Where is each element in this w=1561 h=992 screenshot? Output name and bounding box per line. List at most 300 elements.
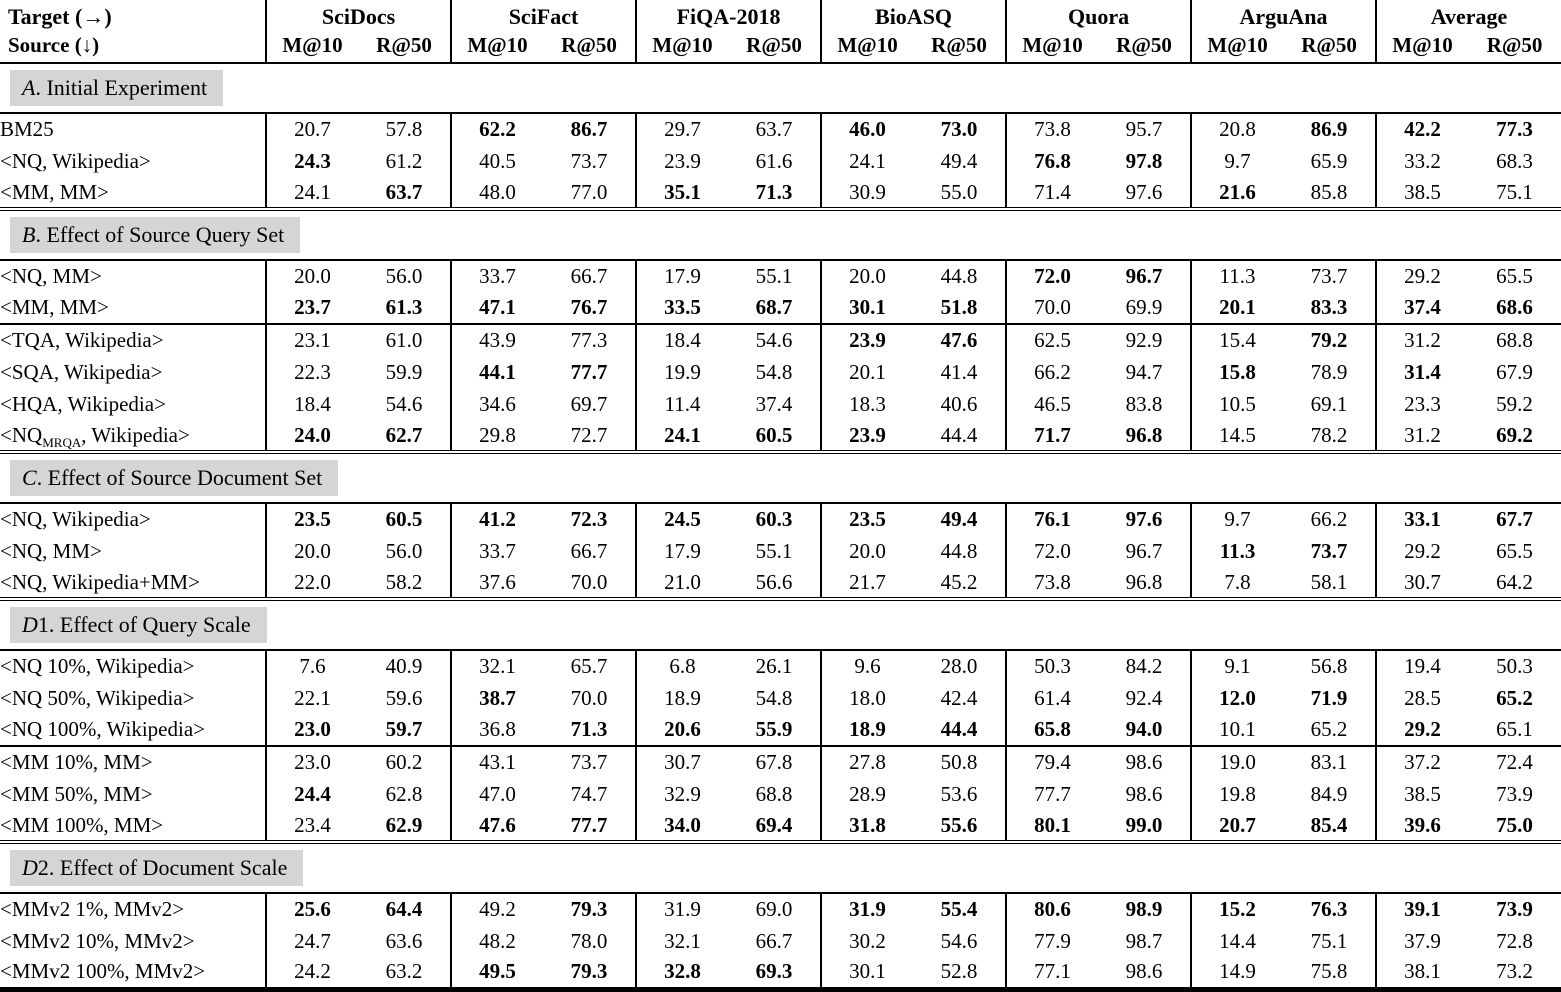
data-cell: 77.7 bbox=[570, 812, 608, 837]
data-cell: 18.4 bbox=[266, 388, 358, 420]
data-cell: 64.2 bbox=[1496, 569, 1533, 594]
data-cell: 17.9 bbox=[636, 535, 728, 567]
table-section bbox=[0, 842, 1561, 989]
data-cell: 7.8 bbox=[1191, 567, 1283, 599]
data-cell: 73.0 bbox=[940, 117, 978, 141]
data-cell: 58.2 bbox=[385, 569, 423, 594]
data-cell: 14.5 bbox=[1191, 420, 1283, 452]
data-cell: 54.6 bbox=[728, 324, 821, 356]
data-cell: 73.7 bbox=[543, 746, 636, 778]
data-cell: 37.2 bbox=[1376, 746, 1468, 778]
data-cell: 73.7 bbox=[1310, 538, 1348, 563]
data-cell: 19.8 bbox=[1191, 778, 1283, 810]
data-cell: 77.9 bbox=[1006, 925, 1098, 957]
data-cell: 15.4 bbox=[1191, 324, 1283, 356]
metric-subheader: M@10 bbox=[636, 31, 728, 63]
data-cell: 65.1 bbox=[1496, 717, 1533, 741]
row-label: <NQ 10%, Wikipedia> bbox=[0, 654, 195, 678]
data-cell: 23.0 bbox=[266, 714, 358, 746]
table-row bbox=[0, 388, 1561, 420]
metric-subheader: R@50 bbox=[358, 31, 451, 63]
section-header-row bbox=[0, 452, 1561, 503]
data-cell: 77.3 bbox=[543, 324, 636, 356]
section-title: C. Effect of Source Document Set bbox=[10, 460, 338, 496]
data-cell: 71.9 bbox=[1310, 685, 1348, 710]
data-cell: 67.8 bbox=[728, 746, 821, 778]
data-cell: 98.6 bbox=[1125, 959, 1163, 984]
data-cell: 22.3 bbox=[266, 356, 358, 388]
column-group-quora: Quora bbox=[1006, 0, 1191, 31]
data-cell: 73.9 bbox=[1496, 781, 1533, 806]
data-cell: 15.8 bbox=[1191, 356, 1283, 388]
metric-subheader: M@10 bbox=[1191, 31, 1283, 63]
data-cell: 78.2 bbox=[1310, 422, 1348, 447]
data-cell: 32.8 bbox=[636, 957, 728, 989]
data-cell: 75.0 bbox=[1496, 812, 1533, 837]
data-cell: 55.0 bbox=[940, 179, 978, 204]
table-section bbox=[0, 63, 1561, 209]
data-cell: 76.1 bbox=[1006, 503, 1098, 535]
metric-subheader: M@10 bbox=[266, 31, 358, 63]
data-cell: 62.7 bbox=[385, 422, 423, 447]
column-group-scifact: SciFact bbox=[451, 0, 636, 31]
row-label: <NQ 100%, Wikipedia> bbox=[0, 717, 206, 741]
data-cell: 67.9 bbox=[1496, 359, 1533, 384]
data-cell: 52.8 bbox=[940, 959, 978, 984]
data-cell: 76.7 bbox=[570, 295, 608, 319]
data-cell: 51.8 bbox=[940, 295, 978, 319]
metric-subheader: M@10 bbox=[451, 31, 543, 63]
data-cell: 47.0 bbox=[451, 778, 543, 810]
data-cell: 55.9 bbox=[755, 717, 793, 741]
data-cell: 23.5 bbox=[821, 503, 913, 535]
data-cell: 38.5 bbox=[1376, 778, 1468, 810]
row-label: <MM 100%, MM> bbox=[0, 812, 164, 837]
data-cell: 73.7 bbox=[570, 148, 608, 173]
data-cell: 11.3 bbox=[1191, 260, 1283, 292]
data-cell: 64.4 bbox=[385, 897, 423, 921]
table-row bbox=[0, 356, 1561, 388]
data-cell: 24.1 bbox=[636, 420, 728, 452]
data-cell: 68.7 bbox=[755, 295, 793, 319]
data-cell: 65.8 bbox=[1006, 714, 1098, 746]
table-row bbox=[0, 714, 1561, 746]
data-cell: 14.4 bbox=[1191, 925, 1283, 957]
data-cell: 95.7 bbox=[1125, 117, 1163, 141]
data-cell: 50.3 bbox=[1006, 650, 1098, 682]
data-cell: 96.8 bbox=[1125, 569, 1163, 594]
data-cell: 14.9 bbox=[1191, 957, 1283, 989]
data-cell: 75.1 bbox=[1310, 928, 1348, 953]
row-label: <MM, MM> bbox=[0, 179, 109, 204]
data-cell: 43.9 bbox=[451, 324, 543, 356]
data-cell: 54.6 bbox=[385, 391, 423, 416]
data-cell: 60.5 bbox=[755, 422, 793, 447]
data-cell: 98.6 bbox=[1098, 746, 1191, 778]
data-cell: 72.8 bbox=[1496, 928, 1533, 953]
data-cell: 77.1 bbox=[1006, 957, 1098, 989]
data-cell: 65.7 bbox=[570, 654, 608, 678]
metric-header-row bbox=[0, 31, 1561, 63]
data-cell: 24.3 bbox=[266, 145, 358, 177]
data-cell: 73.2 bbox=[1496, 959, 1533, 984]
data-cell: 96.8 bbox=[1125, 422, 1163, 447]
data-cell: 21.6 bbox=[1191, 177, 1283, 209]
data-cell: 17.9 bbox=[636, 260, 728, 292]
table-row bbox=[0, 177, 1561, 209]
section-header-cell bbox=[0, 599, 1561, 650]
section-title: A. Initial Experiment bbox=[10, 70, 223, 106]
data-cell: 38.7 bbox=[451, 682, 543, 714]
data-cell: 37.9 bbox=[1376, 925, 1468, 957]
data-cell: 55.1 bbox=[755, 264, 793, 288]
data-cell: 98.9 bbox=[1125, 897, 1163, 921]
data-cell: 83.3 bbox=[1310, 295, 1348, 319]
data-cell: 84.2 bbox=[1125, 654, 1163, 678]
data-cell: 69.2 bbox=[1496, 422, 1533, 447]
data-cell: 63.6 bbox=[385, 928, 423, 953]
data-cell: 40.9 bbox=[385, 654, 423, 678]
data-cell: 65.5 bbox=[1496, 264, 1533, 288]
data-cell: 86.7 bbox=[570, 117, 608, 141]
row-label: <HQA, Wikipedia> bbox=[0, 391, 166, 416]
data-cell: 24.1 bbox=[266, 177, 358, 209]
column-group-fiqa: FiQA-2018 bbox=[636, 0, 821, 31]
data-cell: 20.0 bbox=[821, 535, 913, 567]
data-cell: 37.4 bbox=[755, 391, 793, 416]
section-header-row bbox=[0, 63, 1561, 113]
data-cell: 62.5 bbox=[1006, 324, 1098, 356]
data-cell: 46.0 bbox=[821, 113, 913, 145]
data-cell: 9.6 bbox=[821, 650, 913, 682]
data-cell: 40.6 bbox=[940, 391, 978, 416]
data-cell: 63.7 bbox=[755, 117, 793, 141]
data-cell: 6.8 bbox=[636, 650, 728, 682]
table-row bbox=[0, 535, 1561, 567]
data-cell: 23.4 bbox=[266, 810, 358, 842]
table-row bbox=[0, 113, 1561, 145]
data-cell: 69.3 bbox=[755, 959, 793, 984]
data-cell: 54.6 bbox=[940, 928, 978, 953]
data-cell: 98.7 bbox=[1125, 928, 1163, 953]
data-cell: 10.1 bbox=[1191, 714, 1283, 746]
data-cell: 83.8 bbox=[1125, 391, 1163, 416]
data-cell: 33.2 bbox=[1376, 145, 1468, 177]
data-cell: 37.6 bbox=[451, 567, 543, 599]
metric-subheader: R@50 bbox=[543, 31, 636, 63]
section-title: D2. Effect of Document Scale bbox=[10, 850, 303, 886]
data-cell: 97.6 bbox=[1125, 507, 1163, 531]
section-title: D1. Effect of Query Scale bbox=[10, 607, 267, 643]
table-row bbox=[0, 957, 1561, 989]
data-cell: 73.8 bbox=[1006, 113, 1098, 145]
data-cell: 92.9 bbox=[1098, 324, 1191, 356]
data-cell: 30.9 bbox=[821, 177, 913, 209]
data-cell: 31.2 bbox=[1376, 324, 1468, 356]
section-header-row bbox=[0, 842, 1561, 893]
data-cell: 75.1 bbox=[1496, 179, 1533, 204]
data-cell: 20.6 bbox=[636, 714, 728, 746]
data-cell: 24.1 bbox=[821, 145, 913, 177]
data-cell: 11.3 bbox=[1191, 535, 1283, 567]
row-label: <NQ, MM> bbox=[0, 538, 102, 563]
data-cell: 70.0 bbox=[570, 569, 608, 594]
data-cell: 29.8 bbox=[451, 420, 543, 452]
table-section bbox=[0, 209, 1561, 452]
table-row bbox=[0, 925, 1561, 957]
data-cell: 85.8 bbox=[1310, 179, 1348, 204]
data-cell: 49.4 bbox=[940, 507, 978, 531]
column-group-scidocs: SciDocs bbox=[266, 0, 451, 31]
data-cell: 71.3 bbox=[570, 717, 608, 741]
data-cell: 19.0 bbox=[1191, 746, 1283, 778]
data-cell: 56.0 bbox=[385, 264, 423, 288]
data-cell: 23.3 bbox=[1376, 388, 1468, 420]
data-cell: 59.2 bbox=[1496, 391, 1533, 416]
data-cell: 71.7 bbox=[1006, 420, 1098, 452]
data-cell: 73.7 bbox=[1310, 264, 1348, 288]
data-cell: 68.6 bbox=[1496, 295, 1533, 319]
data-cell: 34.6 bbox=[451, 388, 543, 420]
data-cell: 56.0 bbox=[385, 538, 423, 563]
data-cell: 49.5 bbox=[451, 957, 543, 989]
row-label: <MMv2 100%, MMv2> bbox=[0, 959, 206, 984]
data-cell: 24.2 bbox=[266, 957, 358, 989]
data-cell: 59.6 bbox=[385, 685, 423, 710]
data-cell: 32.1 bbox=[636, 925, 728, 957]
data-cell: 27.8 bbox=[821, 746, 913, 778]
data-cell: 84.9 bbox=[1310, 781, 1348, 806]
data-cell: 23.9 bbox=[821, 324, 913, 356]
column-group-average: Average bbox=[1376, 0, 1561, 31]
section-header-cell bbox=[0, 209, 1561, 260]
data-cell: 96.7 bbox=[1125, 538, 1163, 563]
metric-subheader: R@50 bbox=[913, 31, 1006, 63]
data-cell: 22.1 bbox=[266, 682, 358, 714]
data-cell: 42.2 bbox=[1376, 113, 1468, 145]
data-cell: 31.2 bbox=[1376, 420, 1468, 452]
data-cell: 62.2 bbox=[451, 113, 543, 145]
data-cell: 69.4 bbox=[755, 812, 793, 837]
data-cell: 60.5 bbox=[385, 507, 423, 531]
section-title: B. Effect of Source Query Set bbox=[10, 217, 300, 253]
data-cell: 18.3 bbox=[821, 388, 913, 420]
data-cell: 76.8 bbox=[1006, 145, 1098, 177]
data-cell: 53.6 bbox=[940, 781, 978, 806]
data-cell: 77.7 bbox=[1006, 778, 1098, 810]
corner-source-label: Source (↓) bbox=[0, 31, 266, 63]
table-row bbox=[0, 260, 1561, 292]
data-cell: 96.7 bbox=[1125, 264, 1163, 288]
data-cell: 92.4 bbox=[1125, 685, 1163, 710]
row-label: BM25 bbox=[0, 117, 54, 141]
data-cell: 46.5 bbox=[1006, 388, 1098, 420]
data-cell: 33.7 bbox=[451, 535, 543, 567]
data-cell: 23.9 bbox=[821, 420, 913, 452]
data-cell: 57.8 bbox=[385, 117, 423, 141]
data-cell: 29.2 bbox=[1376, 260, 1468, 292]
data-cell: 24.4 bbox=[266, 778, 358, 810]
data-cell: 29.2 bbox=[1376, 535, 1468, 567]
data-cell: 50.3 bbox=[1496, 654, 1533, 678]
data-cell: 26.1 bbox=[755, 654, 793, 678]
data-cell: 49.2 bbox=[451, 893, 543, 925]
row-label: <SQA, Wikipedia> bbox=[0, 359, 163, 384]
data-cell: 63.2 bbox=[385, 959, 423, 984]
data-cell: 68.3 bbox=[1496, 148, 1533, 173]
data-cell: 72.3 bbox=[570, 507, 608, 531]
data-cell: 23.1 bbox=[266, 324, 358, 356]
data-cell: 72.7 bbox=[570, 422, 608, 447]
data-cell: 12.0 bbox=[1191, 682, 1283, 714]
section-header-cell bbox=[0, 452, 1561, 503]
data-cell: 33.1 bbox=[1376, 503, 1468, 535]
data-cell: 94.7 bbox=[1125, 359, 1163, 384]
data-cell: 47.6 bbox=[451, 810, 543, 842]
data-cell: 69.9 bbox=[1125, 295, 1163, 319]
data-cell: 83.1 bbox=[1283, 746, 1376, 778]
data-cell: 86.9 bbox=[1310, 117, 1348, 141]
data-cell: 75.8 bbox=[1310, 959, 1348, 984]
table-row bbox=[0, 292, 1561, 324]
data-cell: 61.4 bbox=[1006, 682, 1098, 714]
data-cell: 31.4 bbox=[1376, 356, 1468, 388]
data-cell: 32.1 bbox=[451, 650, 543, 682]
table-row bbox=[0, 893, 1561, 925]
data-cell: 30.1 bbox=[821, 957, 913, 989]
data-cell: 62.8 bbox=[385, 781, 423, 806]
data-cell: 77.3 bbox=[1496, 117, 1533, 141]
group-header-row bbox=[0, 0, 1561, 31]
row-label: <MMv2 1%, MMv2> bbox=[0, 897, 185, 921]
data-cell: 47.1 bbox=[451, 292, 543, 324]
table-row bbox=[0, 682, 1561, 714]
data-cell: 39.6 bbox=[1376, 810, 1468, 842]
metric-subheader: R@50 bbox=[1283, 31, 1376, 63]
data-cell: 7.6 bbox=[266, 650, 358, 682]
data-cell: 63.7 bbox=[385, 179, 423, 204]
metric-subheader: R@50 bbox=[1098, 31, 1191, 63]
data-cell: 20.7 bbox=[266, 113, 358, 145]
data-cell: 11.4 bbox=[636, 388, 728, 420]
data-cell: 76.3 bbox=[1310, 897, 1348, 921]
data-cell: 71.3 bbox=[755, 179, 793, 204]
data-cell: 79.4 bbox=[1006, 746, 1098, 778]
section-header-cell bbox=[0, 842, 1561, 893]
data-cell: 65.2 bbox=[1310, 717, 1348, 741]
data-cell: 41.2 bbox=[451, 503, 543, 535]
data-cell: 60.2 bbox=[358, 746, 451, 778]
data-cell: 18.0 bbox=[821, 682, 913, 714]
data-cell: 71.4 bbox=[1006, 177, 1098, 209]
data-cell: 33.5 bbox=[636, 292, 728, 324]
data-cell: 54.8 bbox=[755, 685, 793, 710]
data-cell: 48.2 bbox=[451, 925, 543, 957]
data-cell: 66.7 bbox=[570, 538, 608, 563]
data-cell: 29.7 bbox=[636, 113, 728, 145]
data-cell: 47.6 bbox=[913, 324, 1006, 356]
data-cell: 31.9 bbox=[821, 893, 913, 925]
data-cell: 23.7 bbox=[266, 292, 358, 324]
data-cell: 55.6 bbox=[940, 812, 978, 837]
table-row bbox=[0, 778, 1561, 810]
data-cell: 80.6 bbox=[1006, 893, 1098, 925]
data-cell: 32.9 bbox=[636, 778, 728, 810]
data-cell: 30.2 bbox=[821, 925, 913, 957]
data-cell: 30.1 bbox=[821, 292, 913, 324]
data-cell: 70.0 bbox=[570, 685, 608, 710]
data-cell: 73.9 bbox=[1496, 897, 1533, 921]
row-label: <MM, MM> bbox=[0, 295, 109, 319]
data-cell: 77.7 bbox=[570, 359, 608, 384]
data-cell: 24.5 bbox=[636, 503, 728, 535]
row-label: <NQ, Wikipedia> bbox=[0, 507, 151, 531]
data-cell: 28.9 bbox=[821, 778, 913, 810]
row-label: <NQ, Wikipedia> bbox=[0, 148, 151, 173]
data-cell: 58.1 bbox=[1310, 569, 1348, 594]
data-cell: 45.2 bbox=[940, 569, 978, 594]
data-cell: 19.9 bbox=[636, 356, 728, 388]
data-cell: 78.9 bbox=[1310, 359, 1348, 384]
data-cell: 23.5 bbox=[266, 503, 358, 535]
row-label: <NQ, Wikipedia+MM> bbox=[0, 569, 200, 594]
data-cell: 44.1 bbox=[451, 356, 543, 388]
data-cell: 61.2 bbox=[385, 148, 423, 173]
data-cell: 34.0 bbox=[636, 810, 728, 842]
data-cell: 33.7 bbox=[451, 260, 543, 292]
section-header-row bbox=[0, 599, 1561, 650]
table-section bbox=[0, 452, 1561, 599]
data-cell: 74.7 bbox=[570, 781, 608, 806]
data-cell: 18.9 bbox=[636, 682, 728, 714]
data-cell: 29.2 bbox=[1376, 714, 1468, 746]
data-cell: 28.0 bbox=[940, 654, 978, 678]
data-cell: 38.5 bbox=[1376, 177, 1468, 209]
data-cell: 20.0 bbox=[821, 260, 913, 292]
data-cell: 55.1 bbox=[755, 538, 793, 563]
data-cell: 65.9 bbox=[1310, 148, 1348, 173]
data-cell: 61.6 bbox=[755, 148, 793, 173]
data-cell: 44.4 bbox=[940, 717, 978, 741]
metric-subheader: M@10 bbox=[821, 31, 913, 63]
data-cell: 49.4 bbox=[940, 148, 978, 173]
metric-subheader: R@50 bbox=[1468, 31, 1561, 63]
data-cell: 20.1 bbox=[821, 356, 913, 388]
data-cell: 99.0 bbox=[1125, 812, 1163, 837]
data-cell: 35.1 bbox=[636, 177, 728, 209]
data-cell: 9.1 bbox=[1191, 650, 1283, 682]
table-row bbox=[0, 324, 1561, 356]
data-cell: 20.1 bbox=[1191, 292, 1283, 324]
table-section bbox=[0, 599, 1561, 842]
data-cell: 69.1 bbox=[1310, 391, 1348, 416]
data-cell: 65.2 bbox=[1496, 685, 1533, 710]
data-cell: 66.2 bbox=[1310, 507, 1348, 531]
table-header bbox=[0, 0, 1561, 63]
column-group-arguana: ArguAna bbox=[1191, 0, 1376, 31]
row-label: <NQ 50%, Wikipedia> bbox=[0, 685, 195, 710]
data-cell: 59.9 bbox=[385, 359, 423, 384]
data-cell: 39.1 bbox=[1376, 893, 1468, 925]
row-label: <TQA, Wikipedia> bbox=[0, 324, 266, 356]
row-label: <NQ, MM> bbox=[0, 264, 102, 288]
data-cell: 21.7 bbox=[821, 567, 913, 599]
data-cell: 67.7 bbox=[1496, 507, 1533, 531]
data-cell: 66.7 bbox=[570, 264, 608, 288]
data-cell: 85.4 bbox=[1310, 812, 1348, 837]
data-cell: 56.8 bbox=[1310, 654, 1348, 678]
data-cell: 97.8 bbox=[1125, 148, 1163, 173]
